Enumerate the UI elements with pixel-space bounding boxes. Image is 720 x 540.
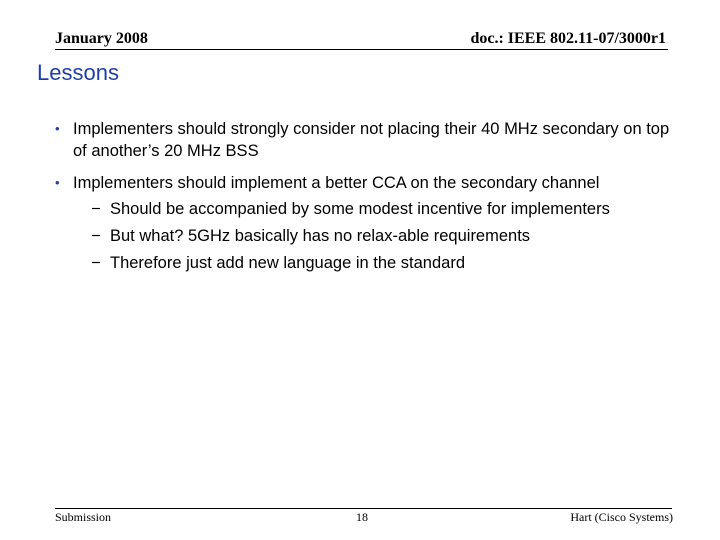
sub-bullet-text: Therefore just add new language in the standard	[110, 254, 465, 272]
bullet-item	[55, 118, 685, 162]
header-date: January 2008	[55, 30, 148, 47]
header-divider	[55, 49, 668, 50]
bullet-item	[55, 172, 685, 277]
sub-bullet-item	[73, 250, 685, 277]
slide-content	[55, 118, 685, 287]
sub-bullet-item	[73, 223, 685, 250]
header-doc-id: doc.: IEEE 802.11-07/3000r1	[470, 30, 666, 47]
dash-icon: −	[91, 254, 101, 272]
bullet-dot-icon: •	[55, 175, 60, 190]
footer-author: Hart (Cisco Systems)	[570, 510, 673, 524]
sub-bullet-text: But what? 5GHz basically has no relax-able requirements	[110, 227, 531, 245]
dash-icon: −	[91, 200, 101, 218]
bullet-text: Implementers should strongly consider not placing their 40 MHz secondary on top of another’s 20 MHz BSS	[73, 120, 670, 160]
bullet-text: Implementers should implement a better CCA on the secondary channel	[73, 174, 600, 192]
footer-submission: Submission	[55, 510, 112, 524]
sub-bullet-item	[73, 196, 685, 223]
dash-icon: −	[91, 227, 101, 245]
sub-bullet-list	[73, 196, 685, 277]
slide-title: Lessons	[37, 60, 119, 85]
footer-page-number: 18	[356, 510, 368, 524]
bullet-dot-icon: •	[55, 121, 60, 136]
footer-divider	[55, 508, 672, 509]
sub-bullet-text: Should be accompanied by some modest incentive for implementers	[110, 200, 610, 218]
